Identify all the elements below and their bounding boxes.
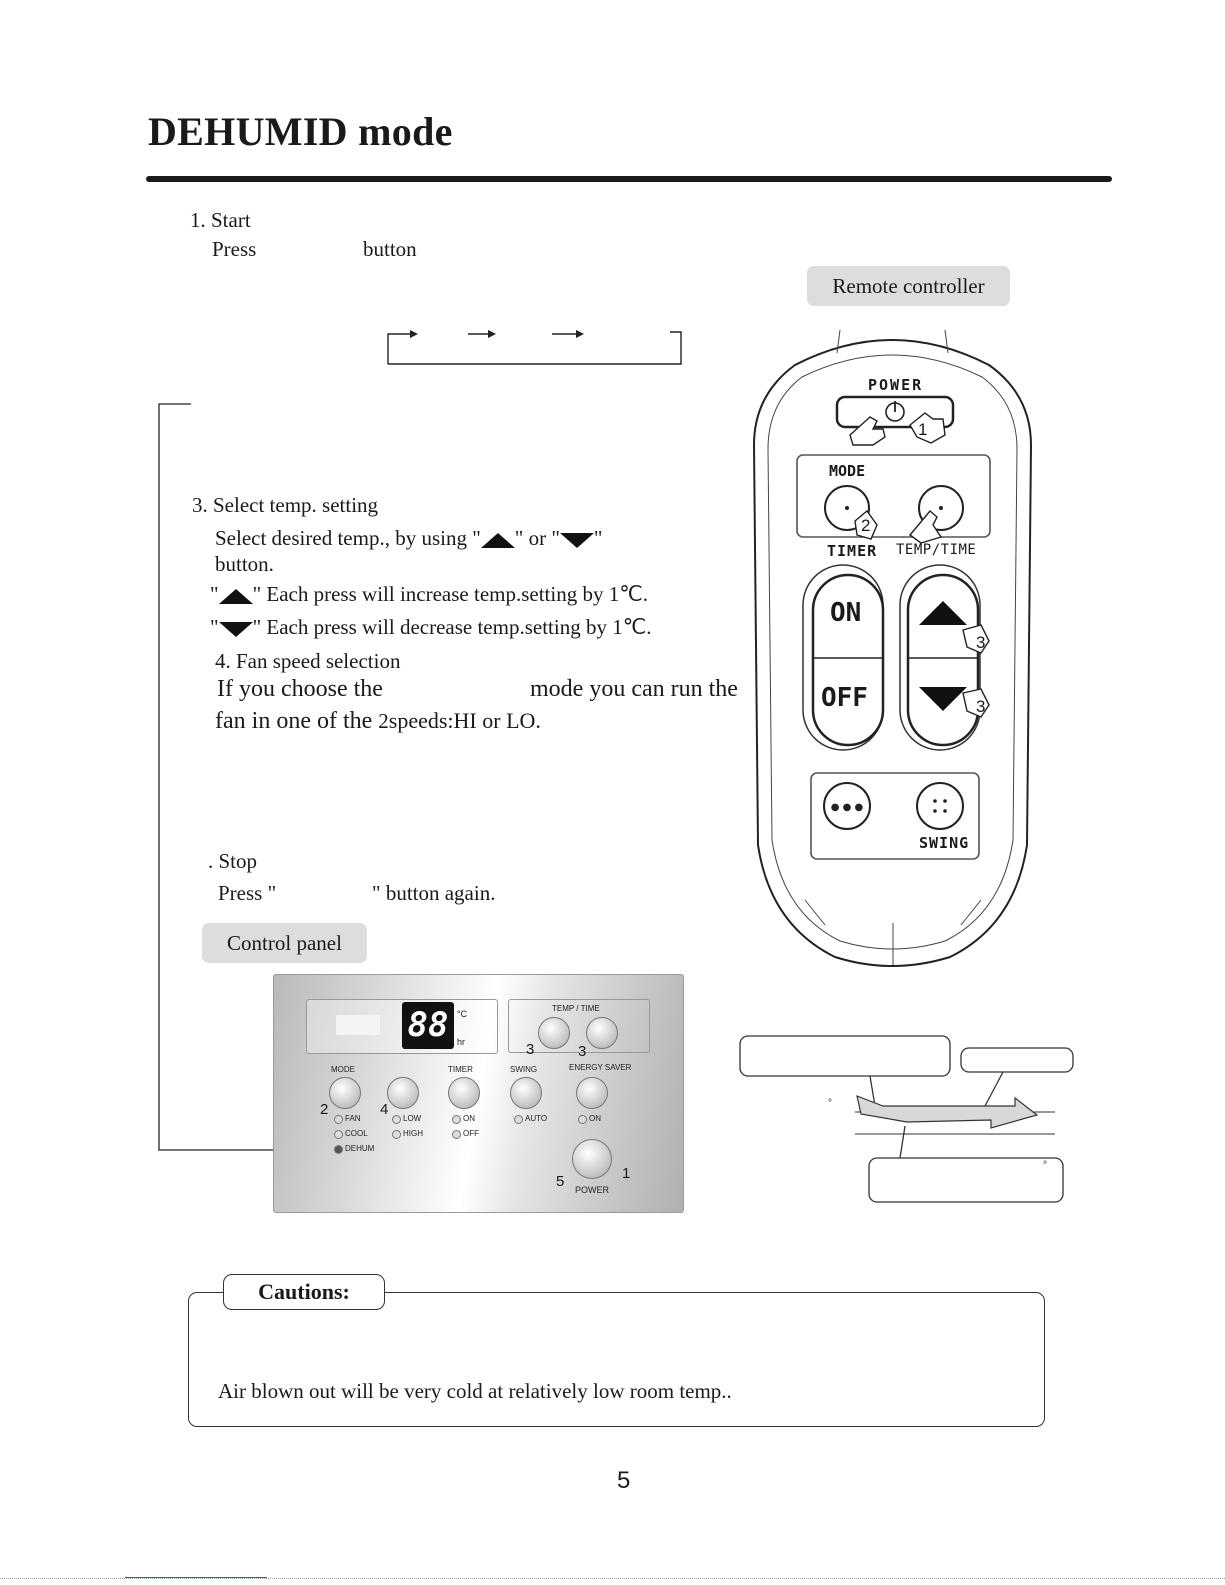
remote-controller-label: Remote controller bbox=[807, 266, 1010, 306]
remote-on-label: ON bbox=[830, 598, 862, 628]
bottom-link-underline bbox=[125, 1577, 267, 1578]
panel-led-timer-on bbox=[452, 1115, 461, 1124]
panel-led-low bbox=[392, 1115, 401, 1124]
panel-timer-label: TIMER bbox=[448, 1065, 473, 1074]
panel-led-high bbox=[392, 1130, 401, 1139]
panel-led-fan bbox=[334, 1115, 343, 1124]
callout-box-bottom bbox=[869, 1158, 1063, 1202]
step3-line1-a: Select desired temp., by using " bbox=[215, 526, 481, 550]
remote-mode-label: MODE bbox=[829, 462, 866, 480]
panel-led-timer-off bbox=[452, 1130, 461, 1139]
remote-swing-label: SWING bbox=[919, 834, 970, 852]
panel-badge-1: 1 bbox=[622, 1165, 631, 1182]
remote-temp-button bbox=[908, 575, 978, 745]
remote-badge-2: 2 bbox=[861, 516, 871, 535]
panel-mode-label: MODE bbox=[331, 1065, 355, 1074]
svg-text:● ● ●: ● ● ● bbox=[830, 802, 864, 813]
panel-low-label: LOW bbox=[403, 1114, 422, 1123]
panel-fan-speed-button[interactable] bbox=[387, 1077, 419, 1109]
loop-line-return bbox=[388, 332, 681, 364]
panel-timer-off-label: OFF bbox=[463, 1129, 479, 1138]
title-rule bbox=[146, 176, 1112, 182]
step4-line1-a: If you choose the bbox=[217, 676, 383, 702]
step3-line1 bbox=[215, 526, 603, 551]
panel-high-label: HIGH bbox=[403, 1129, 423, 1138]
callout-box-left bbox=[740, 1036, 950, 1076]
panel-digit-display: 88 bbox=[402, 1002, 454, 1049]
panel-badge-4: 4 bbox=[380, 1101, 389, 1118]
panel-led-cool bbox=[334, 1130, 343, 1139]
cautions-text: Air blown out will be very cold at relatively low room temp.. bbox=[218, 1379, 732, 1403]
remote-timer-label: TIMER bbox=[827, 542, 878, 560]
stop-line-a: Press " bbox=[218, 881, 277, 905]
step1-heading: 1. Start bbox=[190, 208, 251, 232]
panel-badge-5: 5 bbox=[556, 1173, 565, 1190]
remote-badge-3b: 3 bbox=[976, 697, 986, 716]
panel-timer-on-label: ON bbox=[463, 1114, 475, 1123]
panel-swing-label: SWING bbox=[510, 1065, 538, 1074]
step3-down-text: " Each press will decrease temp.setting by 1℃. bbox=[252, 615, 652, 639]
step3-line1-b: " or " bbox=[514, 526, 560, 550]
panel-display-blank bbox=[336, 1015, 380, 1035]
step4-line1-b: mode you can run the bbox=[530, 676, 738, 702]
panel-temp-down-button[interactable] bbox=[538, 1017, 570, 1049]
panel-swing-button[interactable] bbox=[510, 1077, 542, 1109]
step4-line2-b: speeds:HI or LO. bbox=[388, 708, 541, 733]
panel-temp-up-button[interactable] bbox=[586, 1017, 618, 1049]
panel-unit-c: °C bbox=[457, 1009, 468, 1019]
panel-badge-3b: 3 bbox=[578, 1043, 587, 1060]
panel-mode-button[interactable] bbox=[329, 1077, 361, 1109]
remote-controller bbox=[745, 325, 1040, 975]
stop-line-b: " button again. bbox=[372, 881, 496, 905]
step4-line2-a: fan in one of the bbox=[215, 708, 373, 734]
remote-mode-area bbox=[797, 455, 990, 537]
remote-badge-1: 1 bbox=[918, 420, 928, 439]
remote-power-label: POWER bbox=[868, 376, 924, 394]
panel-temp-time-label: TEMP / TIME bbox=[552, 1004, 600, 1013]
step3-line1-c: " bbox=[593, 526, 603, 550]
remote-off-label: OFF bbox=[821, 683, 868, 713]
page-number: 5 bbox=[617, 1467, 631, 1494]
up-arrow-icon bbox=[219, 589, 253, 604]
step3-down-open: " bbox=[210, 615, 219, 639]
cautions-title: Cautions: bbox=[223, 1274, 385, 1310]
mode-cycle-loop bbox=[380, 322, 690, 372]
step3-line2: button. bbox=[215, 552, 274, 576]
panel-power-label: POWER bbox=[575, 1185, 610, 1195]
panel-badge-2: 2 bbox=[320, 1101, 329, 1118]
panel-dehum-label: DEHUM bbox=[345, 1144, 375, 1153]
step4-line2-num: 2 bbox=[378, 709, 389, 733]
airflow-arrow bbox=[857, 1096, 1037, 1128]
step4-heading: 4. Fan speed selection bbox=[215, 649, 401, 673]
bottom-dotted-rule bbox=[0, 1578, 1225, 1579]
control-panel-label: Control panel bbox=[202, 923, 367, 963]
panel-saver-on-label: ON bbox=[589, 1114, 601, 1123]
step3-up-open: " bbox=[210, 582, 219, 606]
cycle-arrow-1 bbox=[410, 330, 418, 338]
step3-up-line bbox=[210, 582, 648, 607]
panel-timer-button[interactable] bbox=[448, 1077, 480, 1109]
step3-heading: 3. Select temp. setting bbox=[192, 493, 379, 517]
panel-auto-label: AUTO bbox=[525, 1114, 548, 1123]
diagram-degree-1: ° bbox=[828, 1098, 832, 1109]
loop-line-left bbox=[388, 334, 410, 364]
step1-press: Press bbox=[212, 237, 257, 261]
panel-led-dehum bbox=[334, 1145, 343, 1154]
control-panel bbox=[273, 974, 684, 1213]
cycle-arrow-2 bbox=[488, 330, 496, 338]
remote-badge-3a: 3 bbox=[976, 633, 986, 652]
remote-temp-time-label: TEMP/TIME bbox=[896, 542, 977, 558]
step3-down-line bbox=[210, 615, 652, 640]
down-arrow-icon bbox=[219, 622, 253, 637]
up-arrow-icon bbox=[481, 533, 515, 548]
callout-box-right bbox=[961, 1048, 1073, 1072]
cycle-arrow-3 bbox=[576, 330, 584, 338]
remote-swing-button bbox=[917, 783, 963, 829]
panel-unit-hr: hr bbox=[457, 1037, 466, 1047]
panel-energy-saver-label: ENERGY SAVER bbox=[569, 1063, 632, 1072]
diagram-degree-2: ° bbox=[1043, 1160, 1047, 1171]
panel-fan-label: FAN bbox=[345, 1114, 361, 1123]
down-arrow-icon bbox=[560, 533, 594, 548]
panel-led-saver-on bbox=[578, 1115, 587, 1124]
page-title: DEHUMID mode bbox=[148, 109, 453, 154]
panel-energy-saver-button[interactable] bbox=[576, 1077, 608, 1109]
stop-heading: . Stop bbox=[208, 849, 258, 873]
cautions-box bbox=[188, 1292, 1045, 1427]
panel-badge-3a: 3 bbox=[526, 1041, 535, 1058]
panel-led-auto bbox=[514, 1115, 523, 1124]
step3-up-text: " Each press will increase temp.setting by 1℃. bbox=[252, 582, 649, 606]
panel-cool-label: COOL bbox=[345, 1129, 368, 1138]
airflow-diagram bbox=[735, 1030, 1080, 1210]
step4-line2 bbox=[215, 708, 541, 735]
panel-power-button[interactable] bbox=[572, 1139, 612, 1179]
step1-button: button bbox=[363, 237, 417, 261]
